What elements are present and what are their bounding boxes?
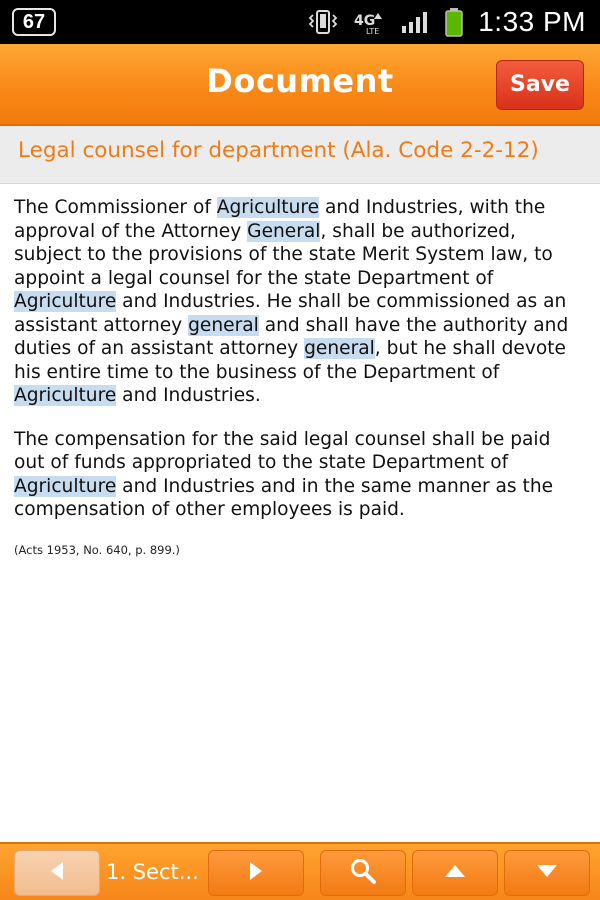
- search-highlight: general: [304, 338, 375, 359]
- scroll-down-button[interactable]: [504, 850, 590, 896]
- status-time: 1:33 PM: [478, 6, 586, 37]
- search-highlight: Agriculture: [216, 197, 320, 218]
- scroll-up-button[interactable]: [412, 850, 498, 896]
- scroll-down-icon: [535, 863, 559, 883]
- text-run: and Industries.: [116, 385, 261, 406]
- title-bar: [0, 44, 600, 126]
- previous-icon: [48, 860, 66, 886]
- search-icon: [349, 857, 377, 889]
- section-header: [0, 126, 600, 184]
- lte-signal-icon: [352, 9, 386, 35]
- text-run: and Industries. He shall be commissioned as an assistant attorney: [14, 291, 567, 336]
- page-title: Document: [206, 62, 394, 100]
- svg-text:4G: 4G: [354, 13, 376, 29]
- citation: (Acts 1953, No. 640, p. 899.): [14, 542, 180, 557]
- search-highlight: Agriculture: [14, 385, 117, 406]
- save-button[interactable]: Save: [496, 60, 584, 110]
- search-highlight: Agriculture: [14, 291, 117, 312]
- status-icons: [308, 0, 600, 44]
- search-button[interactable]: [320, 850, 406, 896]
- text-run: The Commissioner of: [14, 197, 217, 218]
- search-highlight: Agriculture: [14, 475, 117, 497]
- paragraph: [14, 428, 586, 522]
- document-paragraphs: [14, 196, 586, 522]
- text-run: , but he shall devote his entire time to the business of the Department of: [14, 338, 566, 383]
- paragraph: [14, 196, 586, 408]
- vibrate-icon: [308, 9, 338, 35]
- status-bar: [0, 0, 600, 44]
- text-run: , shall be authorized, subject to the provisions of the state Merit System law, to appoint a legal counsel for the state Department of: [14, 220, 553, 289]
- text-run: The compensation for the said legal counsel shall be paid out of funds appropriated to the state Department of: [14, 428, 551, 473]
- section-title: Legal counsel for department (Ala. Code 2-2-12): [18, 138, 539, 163]
- next-icon: [247, 860, 265, 886]
- search-highlight: General: [247, 220, 321, 242]
- bottom-toolbar: [0, 842, 600, 900]
- next-section-button[interactable]: [208, 850, 304, 896]
- text-run: and shall have the authority and duties of an assistant attorney: [14, 314, 569, 359]
- signal-bars-icon: [400, 10, 430, 34]
- notification-badge: 67: [12, 8, 56, 36]
- battery-icon: [444, 7, 464, 37]
- text-run: and Industries and in the same manner as the compensation of other employees is paid.: [14, 475, 554, 520]
- section-selector-label[interactable]: 1. Sect...: [106, 860, 199, 884]
- document-body: [14, 196, 586, 558]
- svg-text:LTE: LTE: [366, 27, 380, 35]
- scroll-up-icon: [443, 863, 467, 883]
- previous-section-button[interactable]: [14, 850, 100, 896]
- search-highlight: general: [188, 314, 259, 336]
- text-run: and Industries, with the approval of the Attorney: [14, 197, 546, 242]
